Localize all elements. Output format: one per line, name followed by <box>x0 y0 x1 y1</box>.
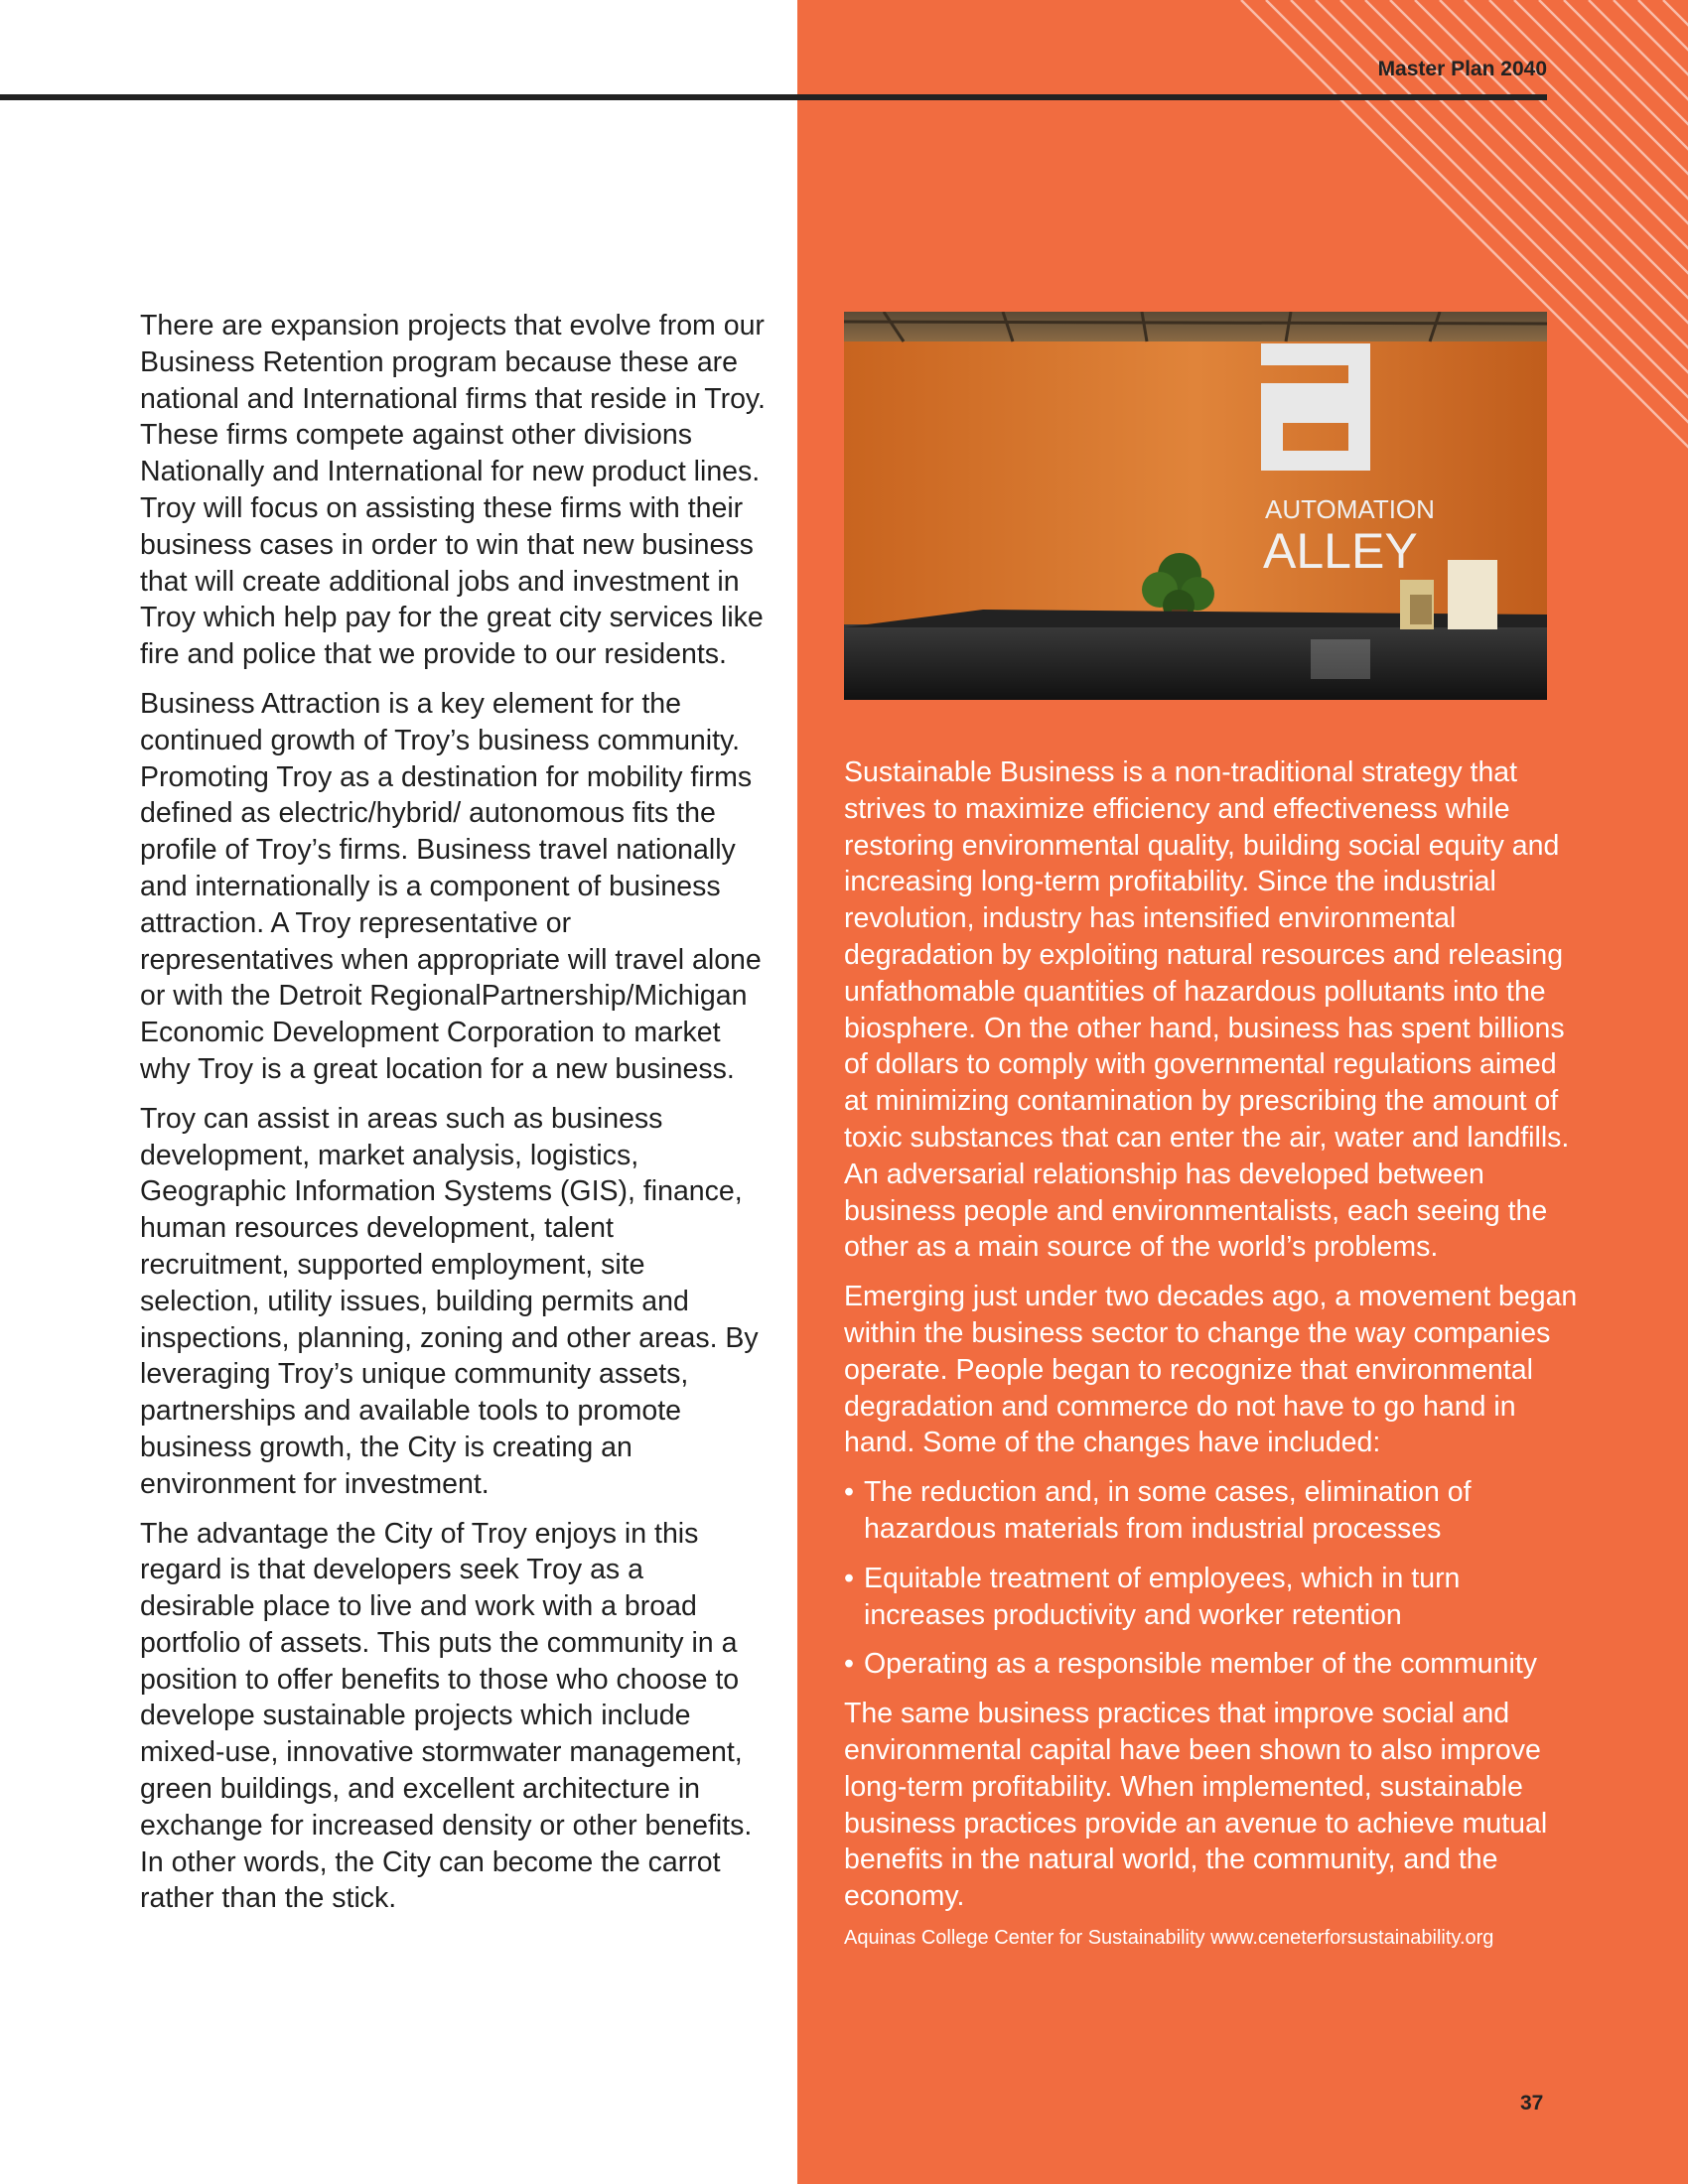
paragraph-business-attraction: Business Attraction is a key element for the continued growth of Troy’s business community. Promoting Troy as a destination for mobility firms defined as electric/hybrid/ autonomous fits the profile of Troy’s firms. Business travel nationally and internationally is a component of business attraction. A Troy representative or representatives when appropriate will travel alone or with the Detroit RegionalPartnership/Michigan Economic Development Corporation to market why Troy is a great location for a new business. <box>140 687 762 1085</box>
list-item <box>844 1561 1579 1634</box>
paragraph-profitability: The same business practices that improve social and environmental capital have been shown to also improve long-term profitability. When implemented, sustainable business practices provide an avenue to achieve mutual benefits in the natural world, the community, and the economy. <box>844 1698 1548 1913</box>
source-citation: Aquinas College Center for Sustainability www.ceneterforsustainability.org <box>844 1926 1494 1949</box>
changes-list <box>844 1474 1579 1683</box>
right-text-column <box>844 754 1579 1952</box>
sign-stand <box>1448 560 1497 629</box>
left-text-column <box>140 308 766 1930</box>
paragraph-emerging-movement: Emerging just under two decades ago, a movement began within the business sector to change the way companies operate. People began to recognize that environmental degradation and commerce do not have to go hand in hand. Some of the changes have included: <box>844 1281 1578 1459</box>
list-item-text: Operating as a responsible member of the community <box>864 1648 1537 1681</box>
page-number: 37 <box>1520 2092 1544 2115</box>
paragraph-business-retention: There are expansion projects that evolve from our Business Retention program because these are national and International firms that reside in Troy. These firms compete against other divisions Nationally and International for new product lines. Troy will focus on assisting these firms with their business cases in order to win that new business that will create additional jobs and investment in Troy which help pay for the great city services like fire and police that we provide to our residents. <box>140 310 766 671</box>
paragraph-sustainable-business: Sustainable Business is a non-traditional strategy that strives to maximize efficiency and effectiveness while restoring environmental quality, building social equity and increasing long-term profitability. Since the industrial revolution, industry has intensified environmental degradation by exploiting natural resources and releasing unfathomable quantities of hazardous pollutants into the biosphere. On the other hand, business has spent billions of dollars to comply with governmental regulations aimed at minimizing contamination by prescribing the amount of toxic substances that can enter the air, water and landfills. An adversarial relationship has developed between business people and environmentalists, each seeing the other as a main source of the world’s problems. <box>844 756 1570 1264</box>
paragraph-troy-assistance: Troy can assist in areas such as business development, market analysis, logistics, Geographic Information Systems (GIS), finance, human resources development, talent recruitment, supported employment, site selection, utility issues, building permits and inspections, planning, zoning and other areas. By leveraging Troy’s unique community assets, partnerships and available tools to promote business growth, the City is creating an environment for investment. <box>140 1102 759 1500</box>
automation-alley-lobby-image <box>844 312 1547 700</box>
list-item-text: The reduction and, in some cases, elimination of hazardous materials from industrial processes <box>864 1476 1472 1545</box>
header-rule <box>0 94 1547 100</box>
header-title: Master Plan 2040 <box>1377 58 1547 80</box>
automation-alley-logo-mark <box>1261 343 1370 471</box>
list-item <box>844 1646 1579 1683</box>
paragraph-city-advantage: The advantage the City of Troy enjoys in this regard is that developers seek Troy as a desirable place to live and work with a broad portfolio of assets. This puts the community in a position to offer benefits to those who choose to develope sustainable projects which include mixed-use, innovative stormwater management, green buildings, and excellent architecture in exchange for increased density or other benefits. In other words, the City can become the carrot rather than the stick. <box>140 1517 753 1915</box>
sign-text-alley: ALLEY <box>1263 523 1418 579</box>
bullet-icon: • <box>844 1562 854 1594</box>
automation-alley-photo <box>844 312 1547 700</box>
bullet-icon: • <box>844 1476 854 1509</box>
sign-text-automation: AUTOMATION <box>1265 494 1435 524</box>
list-item-text: Equitable treatment of employees, which in turn increases productivity and worker retention <box>864 1562 1461 1631</box>
reception-desk <box>844 624 1547 700</box>
bullet-icon: • <box>844 1648 854 1681</box>
list-item <box>844 1474 1579 1548</box>
